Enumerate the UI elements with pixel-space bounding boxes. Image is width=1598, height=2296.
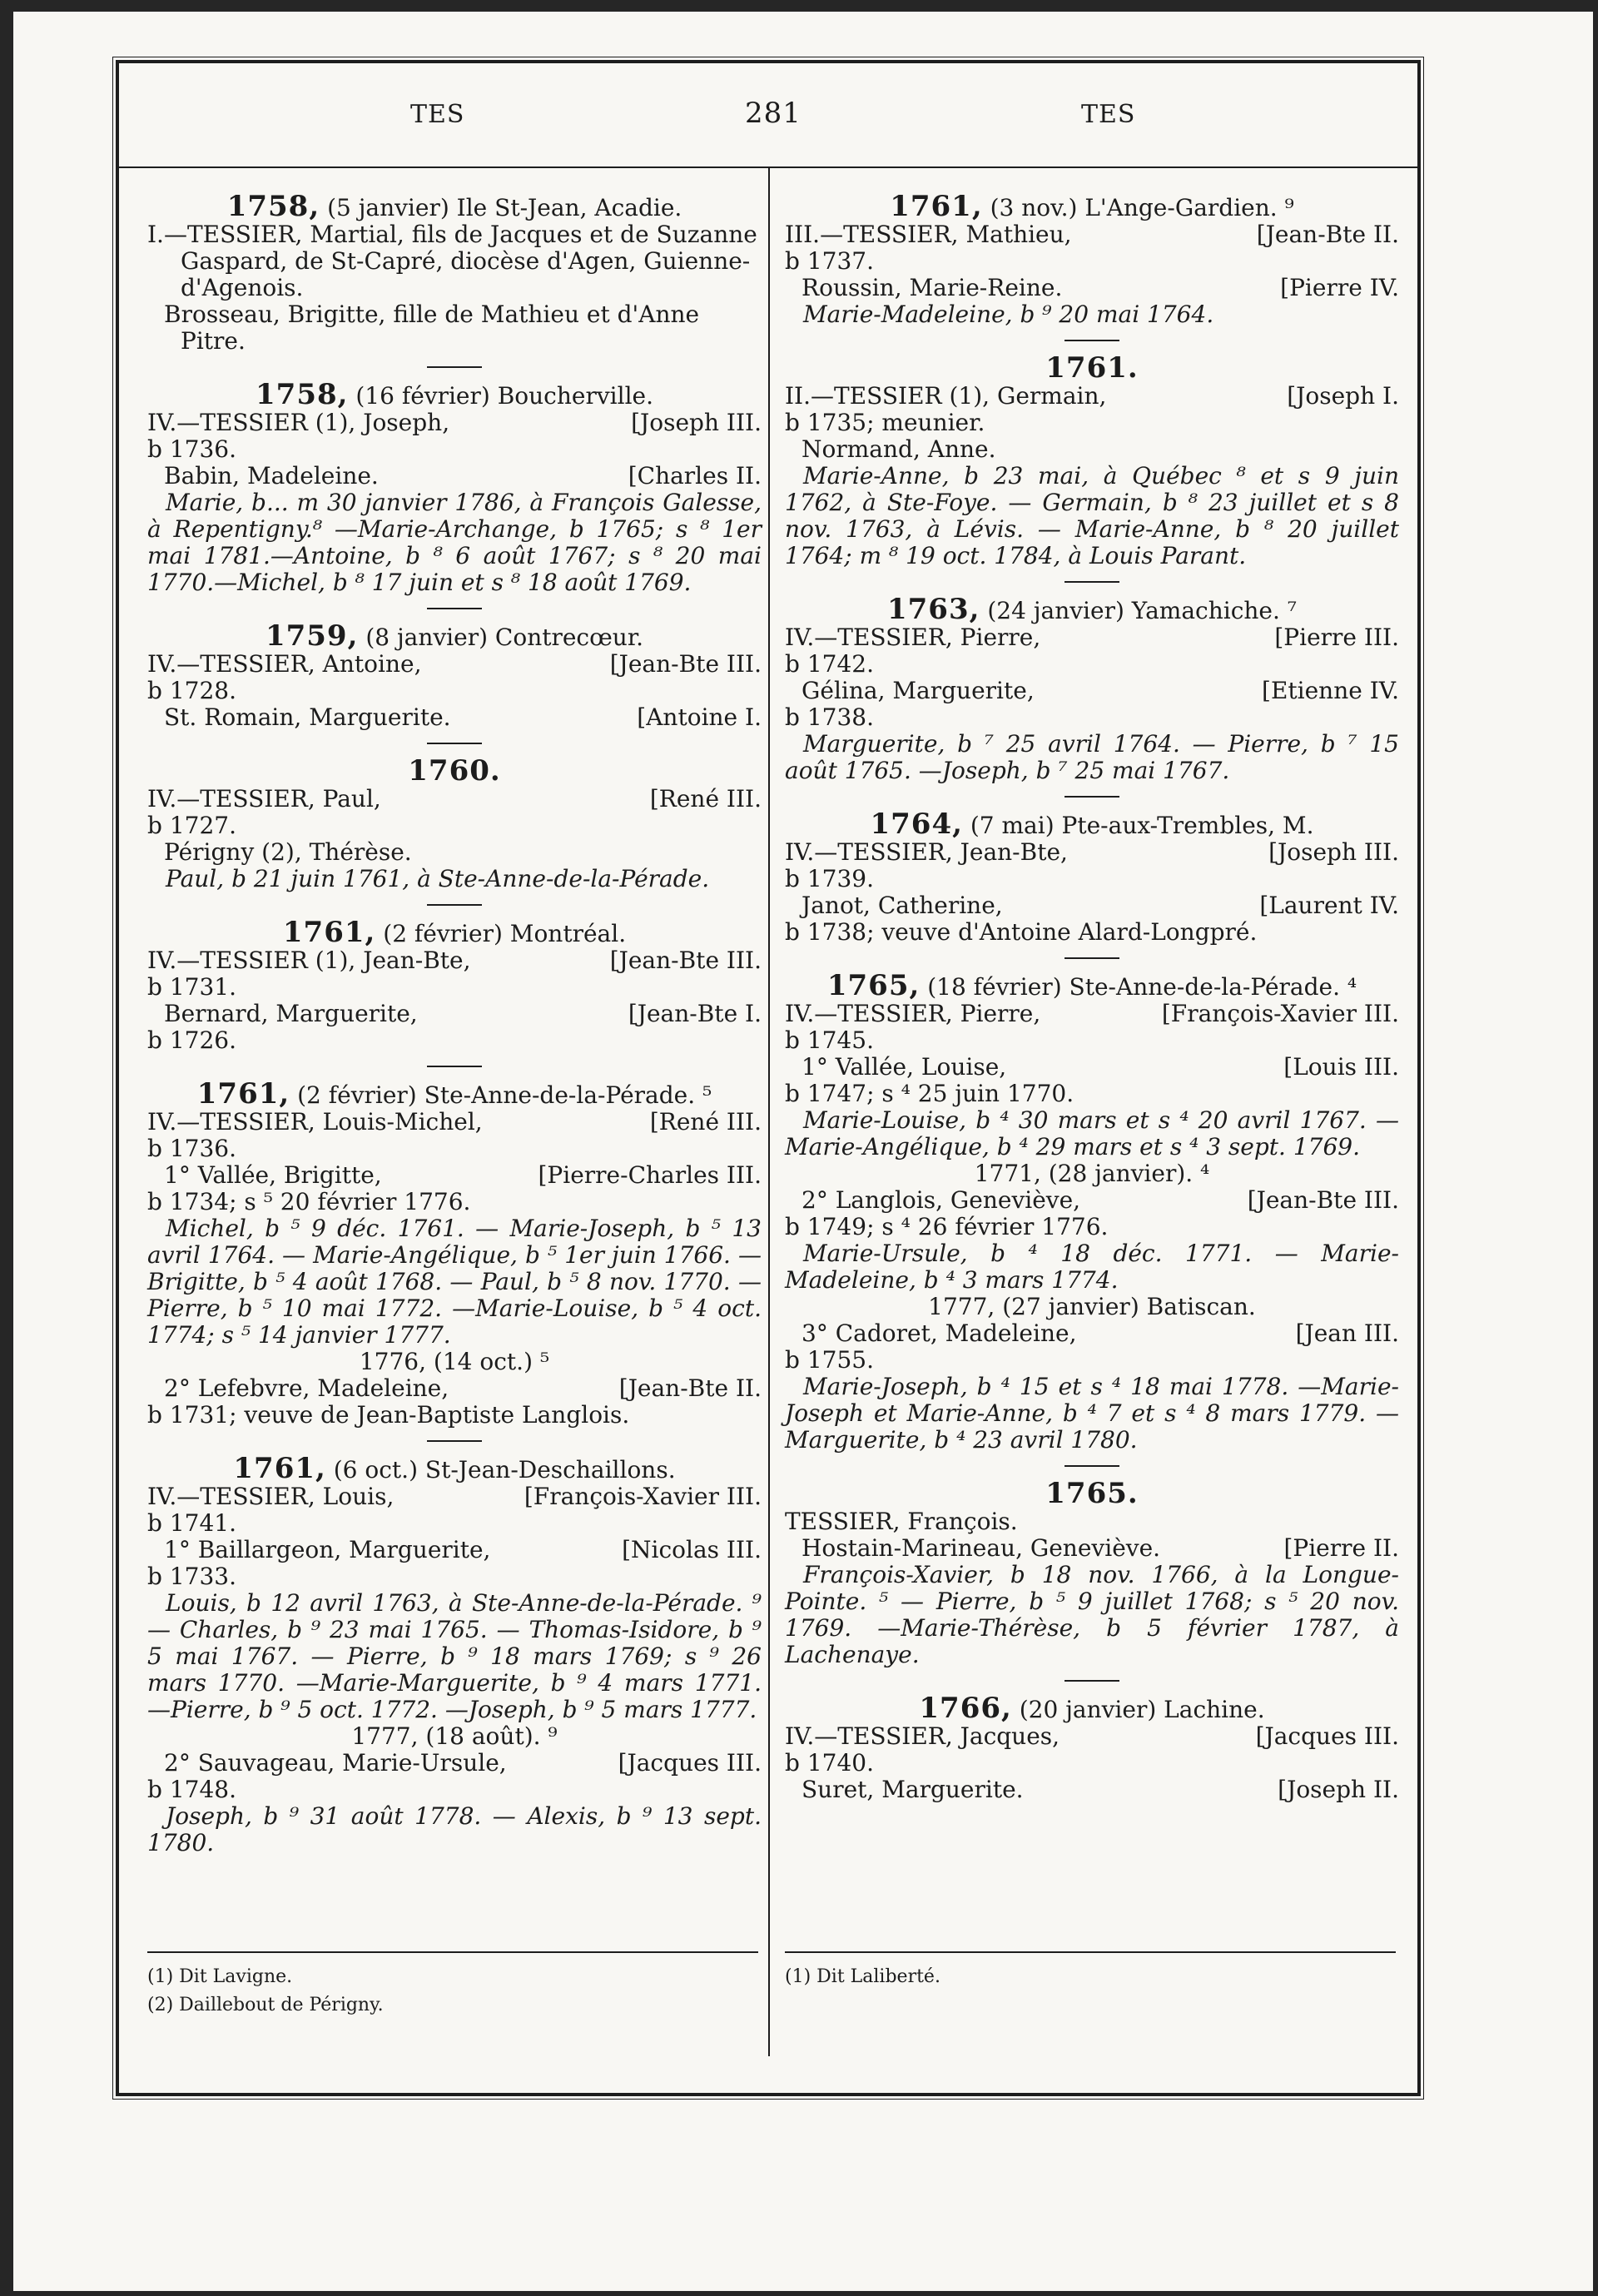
children-text-text: Marie-Louise, b ⁴ 30 mars et s ⁴ 20 avril 1767. —Marie-Angélique, b ⁴ 29 mars et s ⁴ 3 sept. 1769. xyxy=(785,1106,1399,1160)
spouse-birth xyxy=(785,704,1399,731)
husband-line xyxy=(785,624,1399,651)
marriage-entry xyxy=(147,904,762,1054)
husband-line xyxy=(147,786,762,813)
marriage-place: (20 janvier) Lachine. xyxy=(1019,1696,1265,1723)
spouse-line-text: Gélina, Marguerite, xyxy=(801,677,1035,704)
spouse-line-text: Bernard, Marguerite, xyxy=(164,1000,418,1027)
husband-birth xyxy=(785,651,1399,678)
entry-title xyxy=(147,754,762,788)
children-text-text: Marie, b... m 30 janvier 1786, à François Galesse, à Repentigny.⁸ —Marie-Archange, b 1765; s ⁸ 1er mai 1781.—Antoine, b ⁸ 6 août 1767; s ⁸ 20 mai 1770.—Michel, b ⁸ 17 juin et s ⁸ 18 août 1769. xyxy=(147,489,762,596)
remarriage-date-text: 1777, (18 août). ⁹ xyxy=(351,1722,558,1750)
third-marriage-date xyxy=(785,1294,1399,1320)
spouse-line xyxy=(785,1777,1399,1803)
husband-line-text: I.—TESSIER, Martial, fils de Jacques et de Suzanne Gaspard, de St-Capré, diocèse d'Agen, Guienne-d'Agenois. xyxy=(147,221,757,301)
second-spouse-birth xyxy=(147,1777,762,1803)
marriage-year: 1759, xyxy=(265,619,359,653)
marriage-year: 1765. xyxy=(1045,1477,1139,1510)
husband-line xyxy=(147,410,762,436)
spouse-line xyxy=(785,275,1399,301)
second-spouse-birth-text: b 1748. xyxy=(147,1776,236,1803)
husband-birth xyxy=(785,248,1399,275)
husband-birth-text: b 1741. xyxy=(147,1509,236,1537)
third-spouse-line-father: [Jean III. xyxy=(1295,1319,1399,1347)
children-text-text: François-Xavier, b 18 nov. 1766, à la Longue-Pointe. ⁵ — Pierre, b ⁵ 9 juillet 1768; s ⁵ 20 nov. 1769. —Marie-Thérèse, b 5 février 1787, à Lachenaye. xyxy=(785,1561,1399,1668)
husband-birth-text: b 1739. xyxy=(785,865,874,892)
husband-line-father: [Pierre III. xyxy=(1274,624,1399,651)
husband-line-text: TESSIER, François. xyxy=(785,1508,1018,1535)
marriage-year: 1764, xyxy=(870,808,963,841)
spouse-line-father: [Antoine I. xyxy=(637,703,762,731)
entry-title xyxy=(785,351,1399,385)
page-number: 281 xyxy=(745,97,801,130)
spouse-birth xyxy=(785,919,1399,946)
entry-title xyxy=(785,808,1399,841)
marriage-place: (16 février) Boucherville. xyxy=(355,382,653,410)
second-children-text xyxy=(147,1803,762,1856)
marriage-place: (7 mai) Pte-aux-Trembles, M. xyxy=(970,812,1314,839)
children-text-text: Marguerite, b ⁷ 25 avril 1764. — Pierre, b ⁷ 15 août 1765. —Joseph, b ⁷ 25 mai 1767. xyxy=(785,730,1399,784)
children-text xyxy=(785,463,1399,569)
marriage-entry xyxy=(147,190,762,355)
husband-line-text: IV.—TESSIER, Louis, xyxy=(147,1483,395,1510)
marriage-entry xyxy=(785,1465,1399,1668)
husband-line-text: II.—TESSIER (1), Germain, xyxy=(785,382,1107,410)
spouse-line xyxy=(147,1537,762,1563)
husband-line-father: [René III. xyxy=(649,1108,762,1136)
marriage-entry xyxy=(785,190,1399,328)
marriage-year: 1761, xyxy=(890,190,983,223)
husband-line-text: IV.—TESSIER (1), Joseph, xyxy=(147,409,450,436)
spouse-line-father: [Joseph II. xyxy=(1278,1776,1399,1803)
husband-birth-text: b 1736. xyxy=(147,435,236,463)
husband-birth xyxy=(785,1027,1399,1054)
husband-line xyxy=(785,839,1399,866)
husband-line xyxy=(147,1483,762,1510)
marriage-entry xyxy=(785,796,1399,946)
husband-line-text: IV.—TESSIER, Pierre, xyxy=(785,1000,1041,1027)
spouse-line xyxy=(147,1162,762,1189)
third-children-text-text: Marie-Joseph, b ⁴ 15 et s ⁴ 18 mai 1778. —Marie-Joseph et Marie-Anne, b ⁴ 7 et s ⁴ 8 mars 1779. —Marguerite, b ⁴ 23 avril 1780. xyxy=(785,1373,1399,1454)
children-text xyxy=(785,731,1399,784)
husband-line xyxy=(785,221,1399,248)
entry-title xyxy=(147,916,762,949)
spouse-line xyxy=(147,463,762,490)
children-text xyxy=(785,1107,1399,1160)
children-text xyxy=(147,1215,762,1349)
spouse-line-father: [Etienne IV. xyxy=(1262,677,1399,704)
marriage-place: (18 février) Ste-Anne-de-la-Pérade. ⁴ xyxy=(927,973,1357,1001)
marriage-entry xyxy=(147,1066,762,1429)
header-right-surname: TES xyxy=(1081,100,1136,129)
husband-line-text: IV.—TESSIER (1), Jean-Bte, xyxy=(147,947,471,974)
third-spouse-line-text: 3° Cadoret, Madeleine, xyxy=(801,1319,1077,1347)
spouse-birth-text: b 1738; veuve d'Antoine Alard-Longpré. xyxy=(785,918,1258,946)
marriage-place: (6 oct.) St-Jean-Deschaillons. xyxy=(333,1456,676,1483)
spouse-birth-text: b 1733. xyxy=(147,1563,236,1590)
husband-birth-text: b 1737. xyxy=(785,247,874,275)
spouse-line-father: [Pierre-Charles III. xyxy=(538,1161,762,1189)
spouse-line-father: [Jean-Bte I. xyxy=(628,1000,762,1027)
husband-birth xyxy=(147,1510,762,1537)
spouse-birth-text: b 1726. xyxy=(147,1026,236,1054)
spouse-line-father: [Nicolas III. xyxy=(622,1536,762,1563)
entry-title xyxy=(785,1477,1399,1510)
spouse-line xyxy=(785,436,1399,463)
page-sheet xyxy=(13,12,1593,2291)
spouse-line xyxy=(785,678,1399,704)
husband-line-text: IV.—TESSIER, Antoine, xyxy=(147,650,422,678)
husband-line-father: [François-Xavier III. xyxy=(1161,1000,1399,1027)
entry-title xyxy=(147,619,762,653)
husband-birth-text: b 1745. xyxy=(785,1026,874,1054)
husband-birth-text: b 1736. xyxy=(147,1135,236,1162)
second-spouse-birth-text: b 1749; s ⁴ 26 février 1776. xyxy=(785,1213,1109,1240)
second-spouse-line xyxy=(147,1375,762,1402)
marriage-entry xyxy=(785,1680,1399,1803)
second-spouse-birth xyxy=(785,1214,1399,1240)
second-spouse-line-father: [Jean-Bte II. xyxy=(618,1374,762,1402)
marriage-year: 1761. xyxy=(1045,351,1139,385)
marriage-entry xyxy=(147,1440,762,1856)
column-divider xyxy=(768,166,770,2056)
marriage-entry xyxy=(147,743,762,892)
husband-birth xyxy=(147,436,762,463)
spouse-line-text: Suret, Marguerite. xyxy=(801,1776,1024,1803)
footnote: (2) Daillebout de Périgny. xyxy=(147,1995,384,2015)
second-children-text-text: Joseph, b ⁹ 31 août 1778. — Alexis, b ⁹ 13 sept. 1780. xyxy=(147,1802,762,1856)
footnote: (1) Dit Lavigne. xyxy=(147,1966,293,1987)
children-text-text: Paul, b 21 juin 1761, à Ste-Anne-de-la-Pérade. xyxy=(166,865,710,892)
husband-line-father: [René III. xyxy=(649,785,762,813)
husband-birth xyxy=(785,1750,1399,1777)
entry-title xyxy=(147,190,762,223)
spouse-line-text: St. Romain, Marguerite. xyxy=(164,703,451,731)
husband-line-father: [Joseph I. xyxy=(1287,382,1399,410)
second-spouse-line-father: [Jacques III. xyxy=(618,1749,762,1777)
spouse-birth xyxy=(785,1081,1399,1107)
spouse-line xyxy=(785,1535,1399,1562)
marriage-place: (3 nov.) L'Ange-Gardien. ⁹ xyxy=(990,194,1294,221)
husband-birth xyxy=(147,813,762,839)
spouse-line-text: Périgny (2), Thérèse. xyxy=(164,838,412,866)
second-children-text xyxy=(785,1240,1399,1294)
husband-line xyxy=(147,221,762,301)
spouse-line xyxy=(147,301,762,355)
marriage-year: 1761, xyxy=(282,916,376,949)
husband-line xyxy=(785,383,1399,410)
spouse-line-text: Babin, Madeleine. xyxy=(164,462,379,490)
remarriage-date xyxy=(147,1349,762,1375)
husband-line-text: IV.—TESSIER, Louis-Michel, xyxy=(147,1108,483,1136)
marriage-year: 1766, xyxy=(919,1692,1012,1725)
page-frame xyxy=(116,60,1421,2096)
third-spouse-birth xyxy=(785,1347,1399,1374)
marriage-place: (2 février) Ste-Anne-de-la-Pérade. ⁵ xyxy=(297,1081,712,1109)
husband-line-father: [Joseph III. xyxy=(1268,838,1399,866)
spouse-line xyxy=(785,892,1399,919)
husband-line-text: IV.—TESSIER, Paul, xyxy=(147,785,381,813)
third-spouse-birth-text: b 1755. xyxy=(785,1346,874,1374)
footnotes-left xyxy=(147,1951,758,2020)
second-spouse-line xyxy=(785,1187,1399,1214)
second-spouse-birth-text: b 1731; veuve de Jean-Baptiste Langlois. xyxy=(147,1401,630,1429)
husband-birth xyxy=(785,410,1399,436)
remarriage-date-text: 1776, (14 oct.) ⁵ xyxy=(359,1348,550,1375)
spouse-line-text: Normand, Anne. xyxy=(801,435,996,463)
entry-title xyxy=(147,1452,762,1485)
marriage-year: 1760. xyxy=(408,754,501,788)
husband-line-text: IV.—TESSIER, Jacques, xyxy=(785,1722,1060,1750)
entry-title xyxy=(785,1692,1399,1725)
spouse-line-text: 1° Vallée, Louise, xyxy=(801,1053,1007,1081)
spouse-birth xyxy=(147,1027,762,1054)
husband-birth-text: b 1740. xyxy=(785,1749,874,1777)
entry-title xyxy=(147,1077,762,1111)
husband-line-father: [François-Xavier III. xyxy=(524,1483,762,1510)
marriage-entry xyxy=(785,957,1399,1454)
second-spouse-line-text: 2° Langlois, Geneviève, xyxy=(801,1186,1081,1214)
spouse-birth-text: b 1747; s ⁴ 25 juin 1770. xyxy=(785,1080,1074,1107)
children-text xyxy=(785,1562,1399,1668)
marriage-entry xyxy=(147,608,762,731)
second-children-text-text: Marie-Ursule, b ⁴ 18 déc. 1771. — Marie-Madeleine, b ⁴ 3 mars 1774. xyxy=(785,1240,1399,1294)
third-children-text xyxy=(785,1374,1399,1454)
marriage-year: 1765, xyxy=(826,969,921,1002)
marriage-place: (8 janvier) Contrecœur. xyxy=(365,624,644,651)
husband-line xyxy=(785,1723,1399,1750)
children-text xyxy=(147,866,762,892)
marriage-year: 1758, xyxy=(226,190,320,223)
husband-line-father: [Jean-Bte III. xyxy=(609,650,762,678)
husband-line-text: III.—TESSIER, Mathieu, xyxy=(785,221,1072,248)
spouse-birth-text: b 1738. xyxy=(785,703,874,731)
marriage-place: (5 janvier) Ile St-Jean, Acadie. xyxy=(327,194,682,221)
children-text-text: Marie-Anne, b 23 mai, à Québec ⁸ et s 9 juin 1762, à Ste-Foye. — Germain, b ⁸ 23 juillet et s 8 nov. 1763, à Lévis. — Marie-Anne, b ⁸ 20 juillet 1764; m ⁸ 19 oct. 1784, à Louis Parant. xyxy=(785,462,1399,569)
right-column xyxy=(785,190,1399,1803)
spouse-line-text: Roussin, Marie-Reine. xyxy=(801,274,1063,301)
husband-line-text: IV.—TESSIER, Pierre, xyxy=(785,624,1041,651)
header-left-surname: TES xyxy=(410,100,465,129)
husband-line xyxy=(785,1001,1399,1027)
second-spouse-line-text: 2° Sauvageau, Marie-Ursule, xyxy=(164,1749,507,1777)
spouse-line-text: Janot, Catherine, xyxy=(801,892,1003,919)
second-spouse-line xyxy=(147,1750,762,1777)
spouse-birth xyxy=(147,1189,762,1215)
entry-title xyxy=(147,378,762,411)
marriage-place: (2 février) Montréal. xyxy=(383,920,627,947)
spouse-line xyxy=(785,1054,1399,1081)
third-marriage-date-text: 1777, (27 janvier) Batiscan. xyxy=(928,1293,1256,1320)
running-header xyxy=(119,63,1417,168)
footnote: (1) Dit Laliberté. xyxy=(785,1966,940,1987)
second-spouse-birth xyxy=(147,1402,762,1429)
marriage-entry xyxy=(147,366,762,596)
spouse-line xyxy=(147,839,762,866)
spouse-line-father: [Charles II. xyxy=(628,462,762,490)
husband-birth-text: b 1735; meunier. xyxy=(785,409,985,436)
children-text xyxy=(147,490,762,596)
spouse-birth-text: b 1734; s ⁵ 20 février 1776. xyxy=(147,1188,471,1215)
spouse-birth xyxy=(147,1563,762,1590)
husband-birth xyxy=(785,866,1399,892)
remarriage-date xyxy=(785,1160,1399,1187)
second-spouse-line-text: 2° Lefebvre, Madeleine, xyxy=(164,1374,449,1402)
husband-line xyxy=(785,1508,1399,1535)
husband-line-father: [Jean-Bte II. xyxy=(1256,221,1399,248)
marriage-entry xyxy=(785,581,1399,784)
marriage-year: 1763, xyxy=(886,593,980,626)
husband-birth-text: b 1742. xyxy=(785,650,874,678)
husband-line xyxy=(147,651,762,678)
husband-line-father: [Jacques III. xyxy=(1255,1722,1399,1750)
children-text-text: Michel, b ⁵ 9 déc. 1761. — Marie-Joseph, b ⁵ 13 avril 1764. — Marie-Angélique, b ⁵ 1er juin 1766. —Brigitte, b ⁵ 4 août 1768. — Paul, b ⁵ 8 nov. 1770. — Pierre, b ⁵ 10 mai 1772. —Marie-Louise, b ⁵ 4 oct. 1774; s ⁵ 14 janvier 1777. xyxy=(147,1215,762,1349)
marriage-year: 1758, xyxy=(256,378,349,411)
remarriage-date xyxy=(147,1723,762,1750)
spouse-line xyxy=(147,704,762,731)
children-text-text: Louis, b 12 avril 1763, à Ste-Anne-de-la-Pérade. ⁹ — Charles, b ⁹ 23 mai 1765. — Thomas-Isidore, b ⁹ 5 mai 1767. — Pierre, b ⁹ 18 mars 1769; s ⁹ 26 mars 1770. —Marie-Marguerite, b ⁹ 4 mars 1771. —Pierre, b ⁹ 5 oct. 1772. —Joseph, b ⁹ 5 mars 1777. xyxy=(147,1589,762,1723)
spouse-line-father: [Louis III. xyxy=(1283,1053,1399,1081)
remarriage-date-text: 1771, (28 janvier). ⁴ xyxy=(974,1160,1210,1187)
entry-title xyxy=(785,969,1399,1002)
spouse-line-text: 1° Vallée, Brigitte, xyxy=(164,1161,382,1189)
husband-birth-text: b 1728. xyxy=(147,677,236,704)
spouse-line-father: [Pierre II. xyxy=(1283,1534,1399,1562)
husband-line xyxy=(147,1109,762,1136)
children-text-text: Marie-Madeleine, b ⁹ 20 mai 1764. xyxy=(803,301,1214,328)
spouse-line-father: [Pierre IV. xyxy=(1280,274,1399,301)
spouse-line xyxy=(147,1001,762,1027)
marriage-entry xyxy=(785,340,1399,569)
entry-title xyxy=(785,593,1399,626)
husband-birth-text: b 1731. xyxy=(147,973,236,1001)
second-spouse-line-father: [Jean-Bte III. xyxy=(1247,1186,1399,1214)
husband-birth xyxy=(147,1136,762,1162)
children-text xyxy=(147,1590,762,1723)
husband-line-text: IV.—TESSIER, Jean-Bte, xyxy=(785,838,1068,866)
marriage-year: 1761, xyxy=(233,1452,326,1485)
husband-birth-text: b 1727. xyxy=(147,812,236,839)
husband-birth xyxy=(147,974,762,1001)
entry-title xyxy=(785,190,1399,223)
spouse-line-text: Brosseau, Brigitte, fille de Mathieu et d'Anne Pitre. xyxy=(164,301,700,355)
third-spouse-line xyxy=(785,1320,1399,1347)
spouse-line-text: 1° Baillargeon, Marguerite, xyxy=(164,1536,491,1563)
husband-line-father: [Joseph III. xyxy=(631,409,762,436)
children-text xyxy=(785,301,1399,328)
left-column xyxy=(147,190,762,1856)
footnotes-right xyxy=(785,1951,1396,1991)
husband-birth xyxy=(147,678,762,704)
spouse-line-text: Hostain-Marineau, Geneviève. xyxy=(801,1534,1161,1562)
husband-line xyxy=(147,947,762,974)
spouse-line-father: [Laurent IV. xyxy=(1259,892,1399,919)
marriage-year: 1761, xyxy=(196,1077,290,1111)
marriage-place: (24 janvier) Yamachiche. ⁷ xyxy=(987,597,1298,624)
husband-line-father: [Jean-Bte III. xyxy=(609,947,762,974)
